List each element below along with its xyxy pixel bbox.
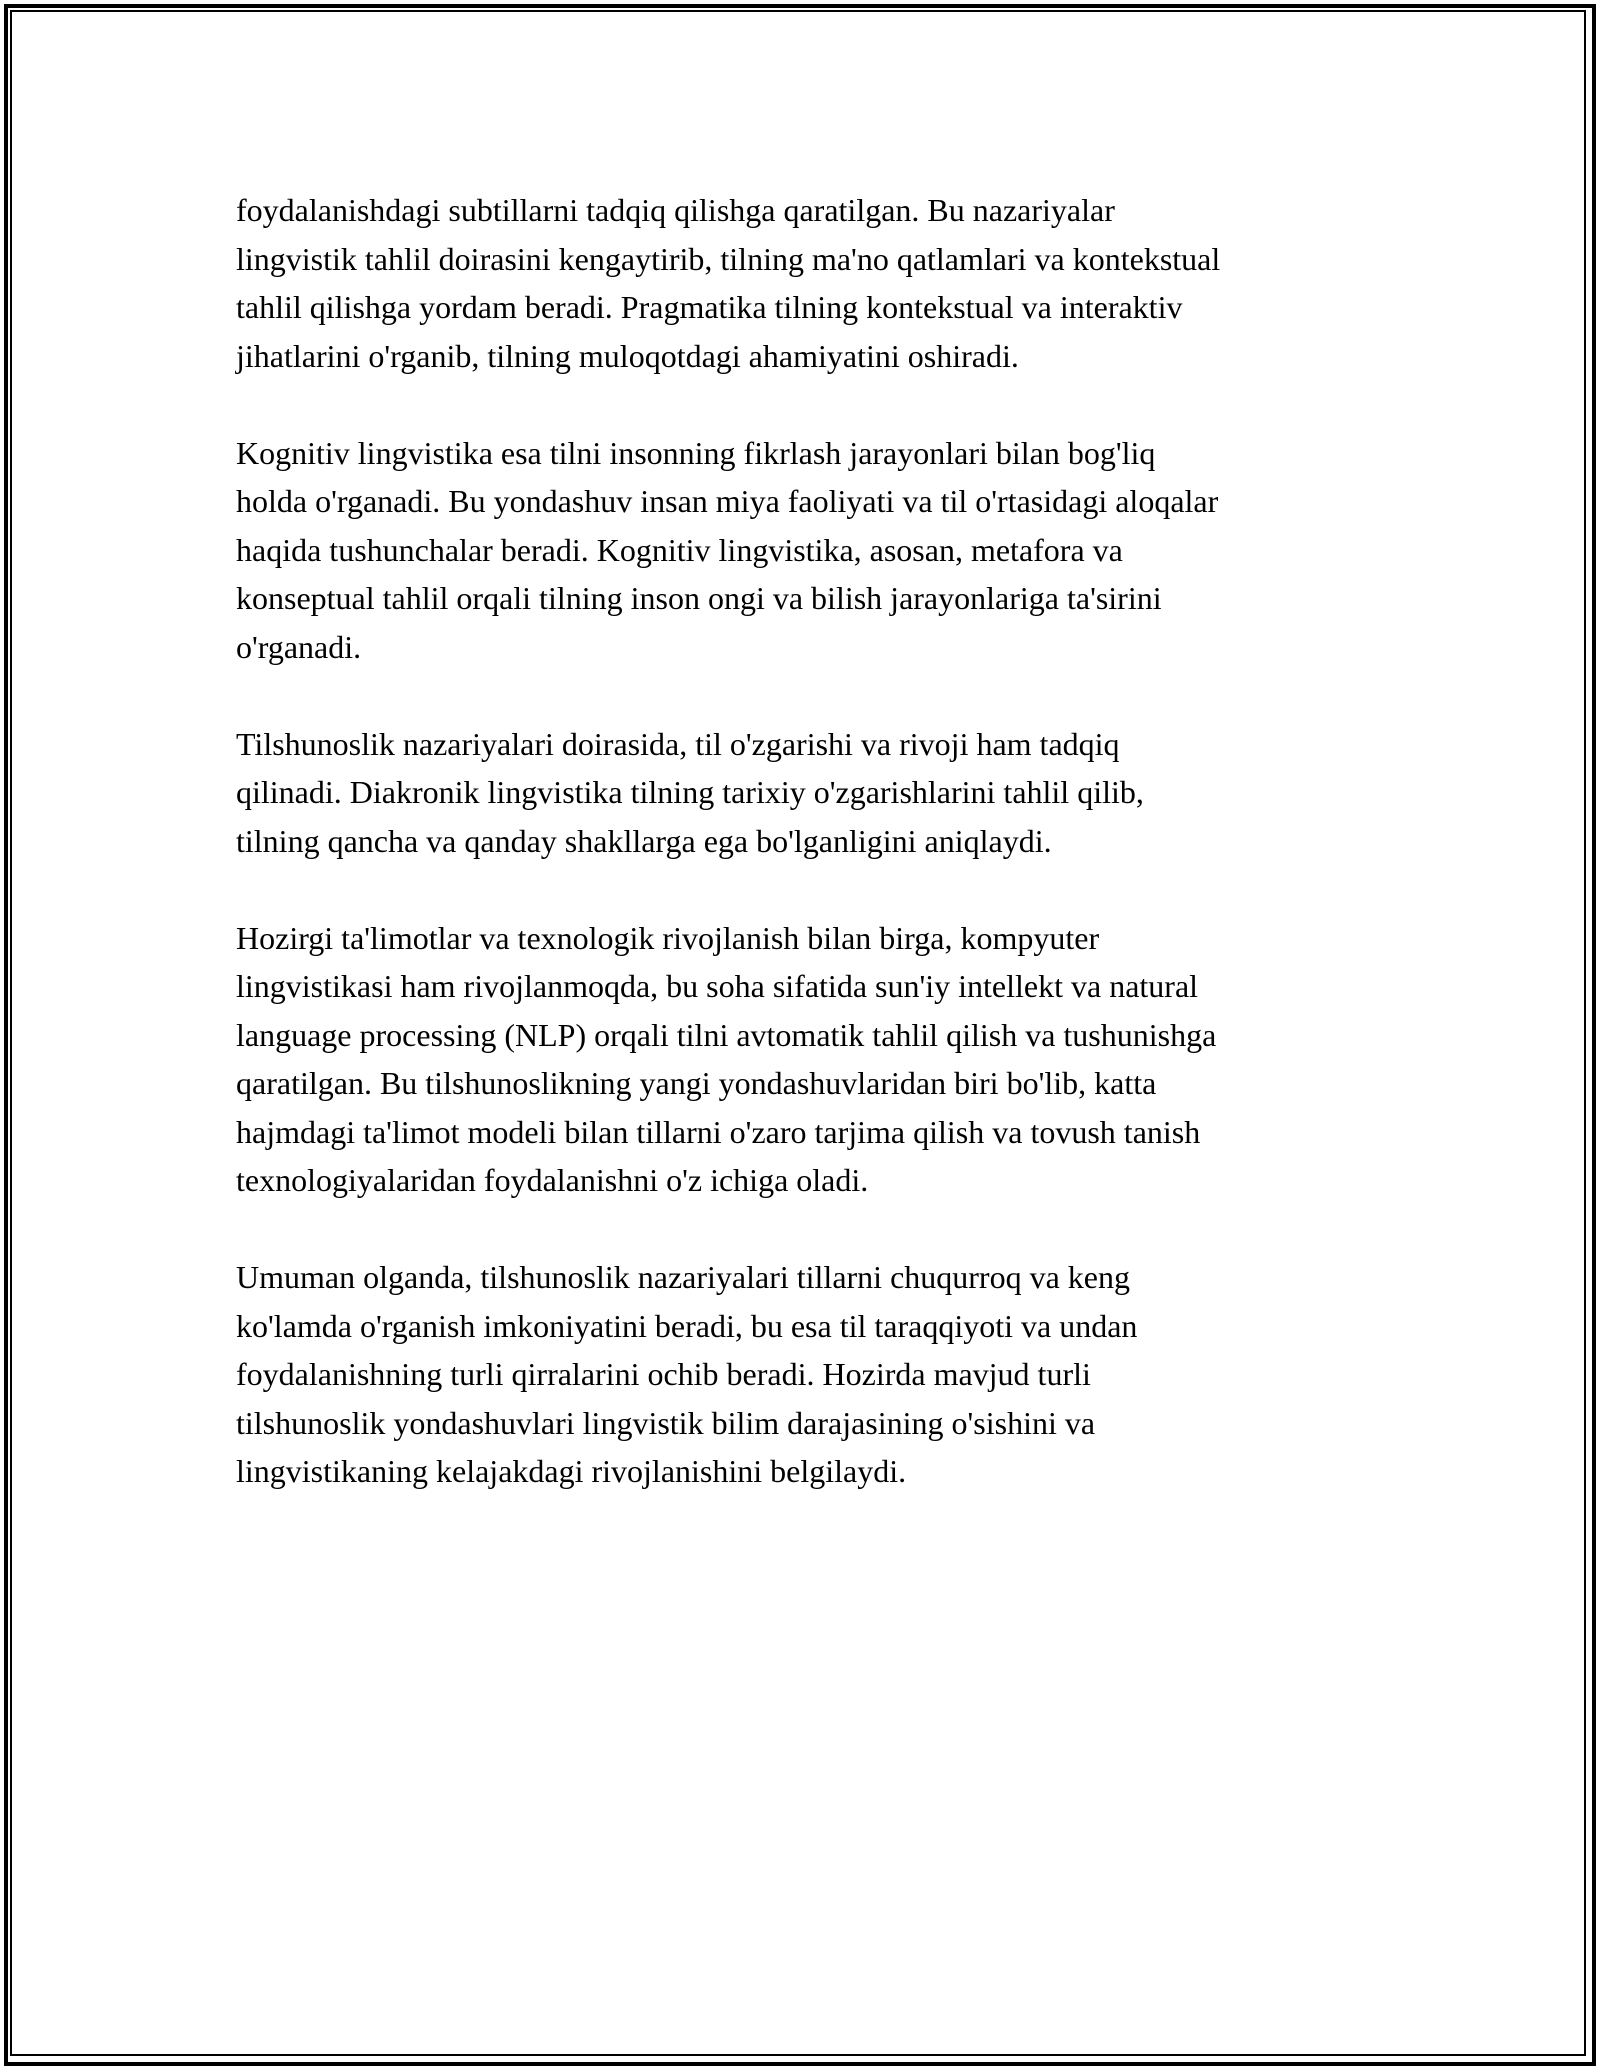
paragraph-diachronic-linguistics [236,720,1386,866]
text-line: lingvistikaning kelajakdagi rivojlanishini belgilaydi. [236,1453,907,1489]
text-line: foydalanishning turli qirralarini ochib beradi. Hozirda mavjud turli [236,1356,1091,1392]
paragraph-conclusion [236,1253,1386,1496]
paragraph-cognitive-linguistics [236,429,1386,672]
text-line: tilning qancha va qanday shakllarga ega bo'lganligini aniqlaydi. [236,822,1052,859]
text-line: o'rganadi. [236,628,362,665]
text-line: language processing (NLP) orqali tilni avtomatik tahlil qilish va tushunishga [236,1016,1217,1053]
text-line: hajmdagi ta'limot modeli bilan tillarni o'zaro tarjima qilish va tovush tanish [236,1113,1201,1150]
text-line: tilshunoslik yondashuvlari lingvistik bilim darajasining o'sishini va [236,1404,1096,1441]
paragraph-computational-linguistics [236,914,1386,1205]
text-line: konseptual tahlil orqali tilning inson ongi va bilish jarayonlariga ta'sirini [236,580,1162,616]
text-line: qaratilgan. Bu tilshunoslikning yangi yondashuvlaridan biri bo'lib, katta [236,1065,1157,1101]
text-line: Kognitiv lingvistika esa tilni insonning fikrlash jarayonlari bilan bog'liq [236,434,1156,471]
text-line: ko'lamda o'rganish imkoniyatini beradi, bu esa til taraqqiyoti va undan [236,1307,1138,1344]
text-line: texnologiyalaridan foydalanishni o'z ichiga oladi. [236,1162,869,1198]
paragraph-pragmatics [236,186,1386,380]
document-body [236,186,1386,1544]
text-line: tahlil qilishga yordam beradi. Pragmatika tilning kontekstual va interaktiv [236,289,1183,325]
text-line: haqida tushunchalar beradi. Kognitiv lingvistika, asosan, metafora va [236,531,1123,568]
text-line: Hozirgi ta'limotlar va texnologik rivojlanish bilan birga, kompyuter [236,919,1100,956]
text-line: Umuman olganda, tilshunoslik nazariyalari tillarni chuqurroq va keng [236,1259,1130,1295]
text-line: foydalanishdagi subtillarni tadqiq qilishga qaratilgan. Bu nazariyalar [236,192,1115,228]
text-line: Tilshunoslik nazariyalari doirasida, til o'zgarishi va rivoji ham tadqiq [236,725,1120,762]
text-line: holda o'rganadi. Bu yondashuv insan miya faoliyati va til o'rtasidagi aloqalar [236,483,1219,519]
text-line: lingvistik tahlil doirasini kengaytirib, tilning ma'no qatlamlari va kontekstual [236,240,1221,277]
text-line: qilinadi. Diakronik lingvistika tilning tarixiy o'zgarishlarini tahlil qilib, [236,774,1144,810]
text-line: jihatlarini o'rganib, tilning muloqotdagi ahamiyatini oshiradi. [236,337,1019,374]
text-line: lingvistikasi ham rivojlanmoqda, bu soha sifatida sun'iy intellekt va natural [236,968,1199,1004]
